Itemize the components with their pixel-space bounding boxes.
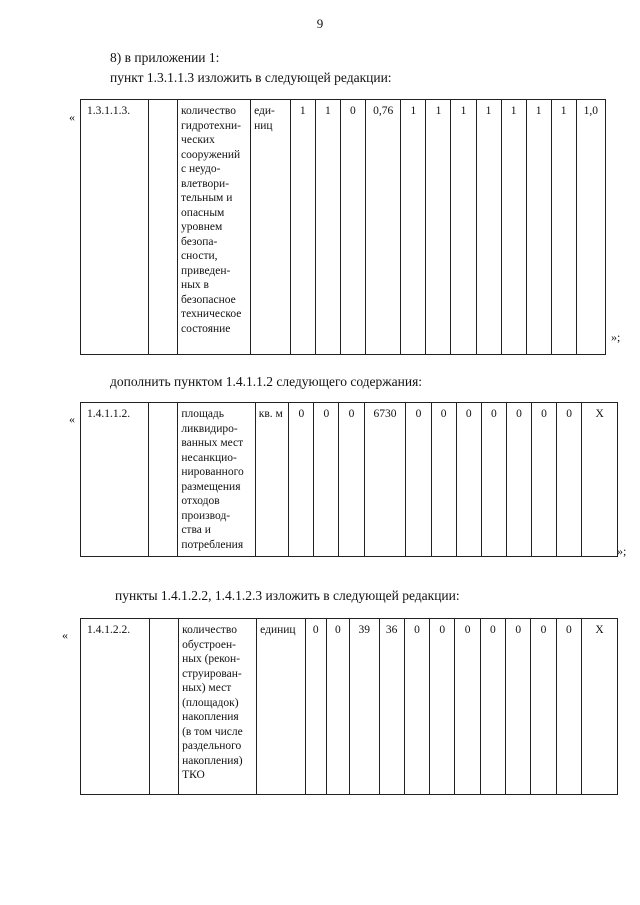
value-cell: 0 — [480, 619, 505, 795]
description-line: струирован- — [182, 667, 242, 680]
item-code-cell: 1.3.1.1.3. — [81, 100, 149, 355]
empty-cell — [148, 100, 177, 355]
table-row — [81, 403, 618, 557]
description-line: ства и — [181, 524, 211, 536]
description-line: производ- — [181, 509, 231, 522]
value-cell: 0 — [339, 403, 364, 557]
value-cell: 0 — [557, 403, 582, 557]
value-cell: 1 — [290, 100, 315, 355]
description-line: уровнем — [181, 221, 223, 233]
value-cell: 1 — [551, 100, 576, 355]
description-line: размещения — [181, 480, 241, 493]
description-line: сности, — [181, 250, 218, 262]
description-line: опасным — [181, 206, 225, 219]
value-cell: 1,0 — [576, 100, 605, 355]
description-line: гидротехни- — [181, 119, 241, 132]
description-line: количество — [182, 624, 237, 636]
value-cell: 0 — [506, 619, 531, 795]
unit-cell — [257, 619, 306, 795]
value-cell: 0,76 — [365, 100, 400, 355]
value-cell: 1 — [476, 100, 501, 355]
closing-quote: »; — [617, 544, 627, 558]
unit-cell — [251, 100, 291, 355]
value-cell: X — [582, 403, 618, 557]
description-line: количество — [181, 105, 236, 117]
description-line: тельным и — [181, 192, 233, 204]
value-cell: 0 — [404, 619, 429, 795]
description-cell — [179, 619, 257, 795]
amendment-table-3 — [80, 618, 618, 795]
description-line: с неудо- — [181, 163, 221, 175]
value-cell: 0 — [532, 403, 557, 557]
description-line: (площадок) — [182, 696, 239, 709]
description-line: техническое — [181, 308, 242, 320]
value-cell: 0 — [340, 100, 365, 355]
description-line: приведен- — [181, 264, 231, 277]
description-cell — [178, 100, 251, 355]
description-line: накопления — [182, 711, 239, 723]
value-cell: 0 — [431, 403, 456, 557]
amendment-intro-item: 8) в приложении 1: — [110, 50, 220, 65]
unit-line: еди- — [254, 105, 275, 117]
amendment-table-1 — [80, 99, 606, 355]
value-cell: 39 — [349, 619, 379, 795]
description-line: ванных мест — [181, 437, 244, 449]
amendment-table-2 — [80, 402, 618, 557]
description-line: ликвидиро- — [181, 422, 238, 435]
value-cell: 36 — [379, 619, 404, 795]
opening-quote: « — [69, 412, 75, 426]
amendment-intro-instruction: пункт 1.3.1.1.3 изложить в следующей редакции: — [110, 70, 392, 85]
value-cell: 0 — [556, 619, 581, 795]
value-cell: 0 — [506, 403, 531, 557]
description-line: обустроен- — [182, 638, 237, 651]
empty-cell — [149, 403, 178, 557]
description-line: раздельного — [182, 740, 242, 752]
item-code-cell: 1.4.1.1.2. — [81, 403, 149, 557]
description-line: отходов — [181, 495, 220, 507]
value-cell: 1 — [526, 100, 551, 355]
description-line: влетвори- — [181, 177, 230, 190]
description-line: ТКО — [182, 769, 205, 781]
page-number: 9 — [316, 16, 324, 31]
description-line: сооружений — [181, 148, 241, 161]
unit-line: единиц — [260, 624, 296, 636]
description-line: ных в — [181, 279, 209, 291]
value-cell: 0 — [455, 619, 480, 795]
value-cell: 1 — [451, 100, 476, 355]
amendment-instruction-add: дополнить пунктом 1.4.1.1.2 следующего содержания: — [110, 374, 423, 389]
description-line: ческих — [181, 134, 215, 146]
value-cell: 1 — [501, 100, 526, 355]
description-line: (в том числе — [182, 725, 243, 738]
description-line: площадь — [181, 408, 225, 420]
item-code-cell: 1.4.1.2.2. — [81, 619, 150, 795]
description-line: несанкцио- — [181, 451, 237, 464]
unit-line: ниц — [254, 119, 273, 132]
value-cell: 0 — [531, 619, 556, 795]
value-cell: 0 — [481, 403, 506, 557]
unit-cell — [255, 403, 288, 557]
value-cell: 0 — [289, 403, 314, 557]
value-cell: X — [582, 619, 618, 795]
value-cell: 0 — [456, 403, 481, 557]
value-cell: 0 — [406, 403, 431, 557]
description-line: ных) мест — [182, 682, 232, 694]
opening-quote: « — [62, 628, 68, 642]
value-cell: 0 — [430, 619, 455, 795]
description-cell — [178, 403, 255, 557]
value-cell: 0 — [314, 403, 339, 557]
value-cell: 1 — [315, 100, 340, 355]
table-row — [81, 619, 618, 795]
description-line: ных (рекон- — [182, 653, 241, 665]
description-line: безопасное — [181, 293, 236, 306]
value-cell: 6730 — [364, 403, 406, 557]
description-line: безопа- — [181, 235, 218, 248]
description-line: состояние — [181, 322, 231, 335]
description-line: нированного — [181, 466, 244, 478]
value-cell: 0 — [305, 619, 326, 795]
description-line: накопления) — [182, 754, 243, 767]
amendment-instruction-replace: пункты 1.4.1.2.2, 1.4.1.2.3 изложить в следующей редакции: — [115, 588, 460, 603]
opening-quote: « — [69, 110, 75, 124]
empty-cell — [149, 619, 179, 795]
table-row — [81, 100, 606, 355]
unit-line: кв. м — [258, 408, 283, 420]
value-cell: 0 — [326, 619, 349, 795]
value-cell: 1 — [426, 100, 451, 355]
closing-quote: »; — [611, 330, 621, 344]
value-cell: 1 — [401, 100, 426, 355]
description-line: потребления — [181, 538, 244, 551]
